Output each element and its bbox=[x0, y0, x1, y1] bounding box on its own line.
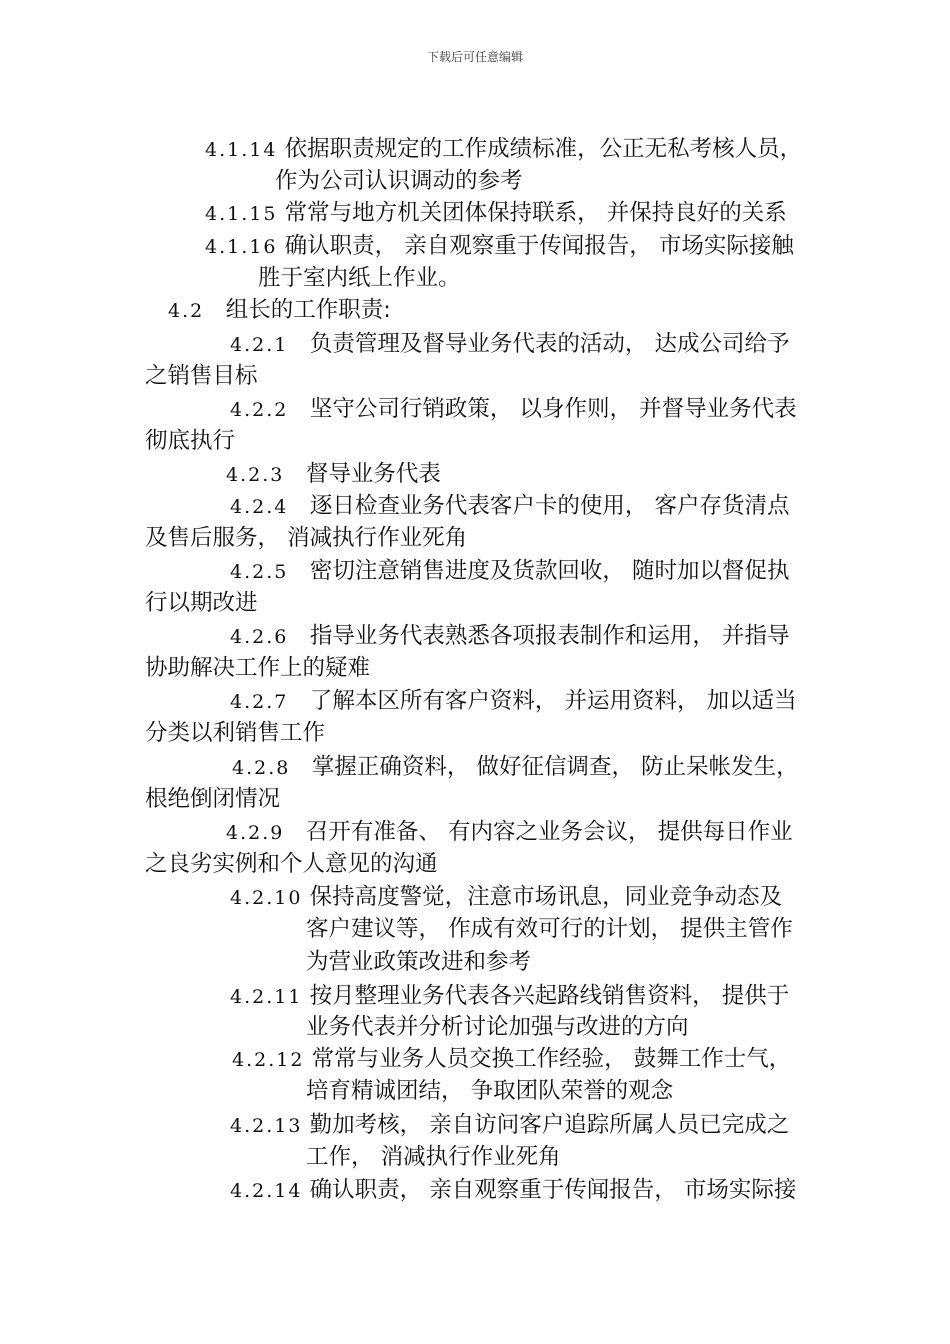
list-item-continuation bbox=[145, 718, 325, 748]
list-item bbox=[230, 621, 789, 652]
item-text: 业务代表并分析讨论加强与改进的方向 bbox=[306, 1014, 689, 1040]
list-item-continuation bbox=[145, 849, 438, 879]
item-text: 常常与业务人员交换工作经验， 鼓舞工作士气， bbox=[311, 1046, 792, 1072]
item-text: 按月整理业务代表各兴起路线销售资料， 提供于 bbox=[309, 983, 790, 1009]
list-item bbox=[226, 817, 793, 848]
item-text: 之良劣实例和个人意见的沟通 bbox=[145, 851, 438, 877]
list-item-continuation bbox=[145, 653, 370, 683]
list-item bbox=[230, 686, 797, 717]
item-text: 保持高度警觉，注意市场讯息，同业竞争动态及 bbox=[309, 884, 783, 910]
item-number: 4.2.8 bbox=[232, 757, 291, 779]
list-item bbox=[230, 556, 789, 587]
item-text: 密切注意销售进度及货款回收， 随时加以督促执 bbox=[309, 558, 790, 584]
list-item bbox=[226, 459, 441, 490]
item-number: 4.2.1 bbox=[230, 334, 289, 356]
item-text: 常常与地方机关团体保持联系， 并保持良好的关系 bbox=[284, 200, 787, 226]
page-header: 下载后可任意编辑 bbox=[426, 50, 523, 64]
item-text: 及售后服务， 消减执行作业死角 bbox=[145, 525, 468, 551]
item-number: 4.2.13 bbox=[230, 1115, 303, 1137]
item-number: 4.2.11 bbox=[230, 986, 303, 1008]
list-item bbox=[232, 752, 799, 783]
item-text: 确认职责， 亲自观察重于传闻报告， 市场实际接触 bbox=[284, 233, 794, 259]
list-item bbox=[230, 1175, 796, 1206]
list-item-continuation bbox=[145, 784, 280, 814]
item-number: 4.2.5 bbox=[230, 561, 289, 583]
item-text: 工作， 消减执行作业死角 bbox=[306, 1144, 561, 1170]
list-item bbox=[230, 981, 789, 1012]
list-item-continuation bbox=[306, 914, 793, 944]
item-number: 4.2.3 bbox=[226, 464, 285, 486]
item-text: 根绝倒闭情况 bbox=[145, 786, 281, 812]
item-text: 了解本区所有客户资料， 并运用资料， 加以适当 bbox=[309, 688, 797, 714]
item-text: 行以期改进 bbox=[145, 590, 258, 616]
item-text: 确认职责， 亲自观察重于传闻报告， 市场实际接 bbox=[309, 1177, 797, 1203]
item-number: 4.2.7 bbox=[230, 691, 289, 713]
list-item-continuation bbox=[145, 588, 258, 618]
list-item-continuation bbox=[306, 1012, 689, 1042]
section-number: 4.2 bbox=[168, 300, 205, 322]
item-text: 依据职责规定的工作成绩标准，公正无私考核人员， bbox=[284, 136, 803, 162]
list-item bbox=[230, 1110, 789, 1141]
list-item-continuation bbox=[275, 166, 523, 196]
list-item-continuation bbox=[306, 1142, 561, 1172]
item-number: 4.2.9 bbox=[226, 822, 285, 844]
list-item-continuation bbox=[145, 523, 467, 553]
list-item-continuation bbox=[306, 1076, 673, 1106]
item-text: 作为公司认识调动的参考 bbox=[275, 168, 523, 194]
item-number: 4.2.10 bbox=[230, 887, 303, 909]
list-item-continuation bbox=[145, 361, 258, 391]
item-text: 坚守公司行销政策， 以身作则， 并督导业务代表 bbox=[309, 396, 797, 422]
list-item bbox=[205, 231, 794, 262]
item-text: 为营业政策改进和参考 bbox=[306, 949, 532, 975]
list-item-continuation bbox=[145, 426, 235, 456]
item-number: 4.2.4 bbox=[230, 496, 289, 518]
item-text: 负责管理及督导业务代表的活动， 达成公司给予 bbox=[309, 331, 790, 357]
item-text: 督导业务代表 bbox=[305, 461, 441, 487]
list-item bbox=[230, 394, 797, 425]
item-text: 彻底执行 bbox=[145, 428, 236, 454]
list-item bbox=[232, 1044, 791, 1075]
item-text: 之销售目标 bbox=[145, 363, 258, 389]
item-text: 掌握正确资料， 做好征信调查， 防止呆帐发生， bbox=[311, 754, 799, 780]
list-item-continuation bbox=[306, 947, 531, 977]
item-number: 4.1.16 bbox=[205, 236, 278, 258]
item-number: 4.2.12 bbox=[232, 1049, 305, 1071]
list-item bbox=[230, 329, 789, 360]
list-item bbox=[230, 491, 789, 522]
item-number: 4.1.14 bbox=[205, 139, 278, 161]
item-text: 勤加考核， 亲自访问客户追踪所属人员已完成之 bbox=[309, 1112, 790, 1138]
item-number: 4.2.2 bbox=[230, 399, 289, 421]
item-number: 4.1.15 bbox=[205, 203, 278, 225]
item-text: 胜于室内纸上作业。 bbox=[258, 265, 461, 291]
list-item-continuation bbox=[258, 263, 461, 293]
item-text: 召开有准备、 有内容之业务会议， 提供每日作业 bbox=[305, 819, 793, 845]
item-text: 逐日检查业务代表客户卡的使用， 客户存货清点 bbox=[309, 493, 790, 519]
section-heading bbox=[168, 295, 391, 326]
item-text: 分类以利销售工作 bbox=[145, 720, 326, 746]
item-text: 培育精诚团结， 争取团队荣誉的观念 bbox=[306, 1078, 674, 1104]
item-number: 4.2.6 bbox=[230, 626, 289, 648]
item-text: 指导业务代表熟悉各项报表制作和运用， 并指导 bbox=[309, 623, 790, 649]
list-item bbox=[230, 882, 782, 913]
section-title: 组长的工作职责: bbox=[225, 297, 391, 323]
list-item bbox=[205, 134, 802, 165]
item-text: 协助解决工作上的疑难 bbox=[145, 655, 371, 681]
item-text: 客户建议等， 作成有效可行的计划， 提供主管作 bbox=[306, 916, 793, 942]
list-item bbox=[205, 198, 787, 229]
item-number: 4.2.14 bbox=[230, 1180, 303, 1202]
